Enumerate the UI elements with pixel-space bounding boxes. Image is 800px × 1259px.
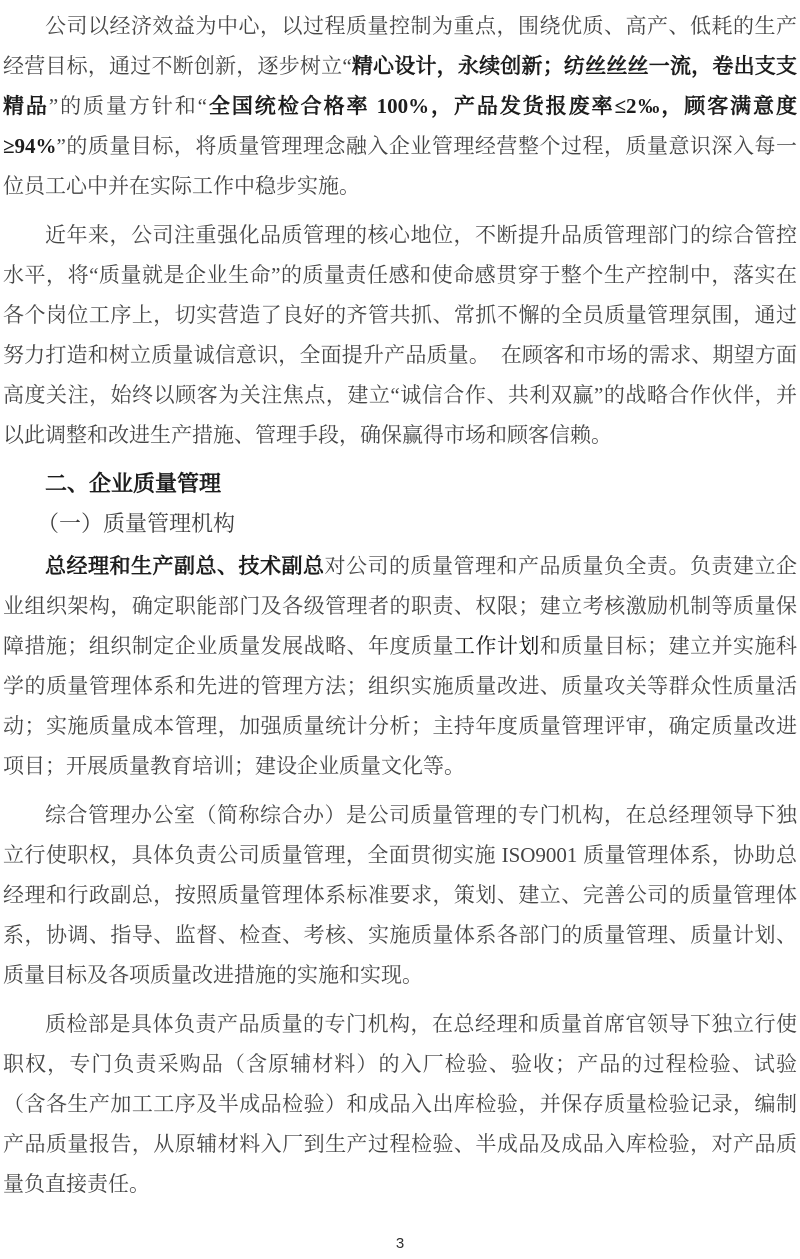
text-run: 二、企业质量管理 bbox=[45, 471, 222, 496]
bold-text-run: 精心设计，永续创新；纺丝丝丝一流，卷出支支精品 bbox=[3, 54, 797, 118]
alt-font-text-run: 工作计划 bbox=[453, 634, 540, 658]
page-number: 3 bbox=[395, 1235, 405, 1252]
subsection-heading bbox=[3, 504, 797, 544]
section-heading bbox=[3, 464, 797, 504]
paragraph bbox=[3, 1004, 797, 1204]
paragraph bbox=[3, 6, 797, 206]
text-run: 质检部是具体负责产品质量的专门机构，在总经理和质量首席官领导下独立行使职权，专门负责采购品（含原辅材料）的入厂检验、验收；产品的过程检验、试验（含各生产加工工序及半成品检验）和成品入出库检验，并保存质量检验记录，编制产品质量报告，从原辅材料入厂到生产过程检验、半成品及成品入库检验，对产品质量负直接责任。 bbox=[3, 1012, 797, 1196]
bold-text-run: 总经理和生产副总、技术副总 bbox=[45, 554, 325, 578]
paragraph bbox=[3, 215, 797, 455]
text-run: 近年来，公司注重强化品质管理的核心地位，不断提升品质管理部门的综合管控水平，将“质量就是企业生命”的质量责任感和使命感贯穿于整个生产控制中，落实在各个岗位工序上，切实营造了良好的齐管共抓、常抓不懈的全员质量管理氛围，通过努力打造和树立质量诚信意识，全面提升产品质量。 在顾客和市场的需求、期望方面高度关注，始终以顾客为关注焦点，建立“诚信合作、共利双赢”的战略合作伙伴，并以此调整和改进生产措施、管理手段，确保赢得市场和顾客信赖。 bbox=[3, 223, 797, 447]
text-run: 对公司的质量管理和产品质量负全责。负责建立企业组织架构，确定职能部门及各级管理者的职责、权限；建立考核激励机制等质量保障措施；组织制定企业质量发展战略、年度质量 bbox=[3, 554, 797, 658]
text-run: ”的质量目标，将质量管理理念融入企业管理经营整个过程，质量意识深入每一位员工心中并在实际工作中稳步实施。 bbox=[3, 134, 797, 198]
text-run: 和质量目标；建立并实施科学的质量管理体系和先进的管理方法；组织实施质量改进、质量攻关等群众性质量活动；实施质量成本管理，加强质量统计分析；主持年度质量管理评审，确定质量改进项目；开展质量教育培训；建设企业质量文化等。 bbox=[3, 634, 798, 778]
text-run: 综合管理办公室（简称综合办）是公司质量管理的专门机构，在总经理领导下独立行使职权，具体负责公司质量管理，全面贯彻实施 ISO9001 质量管理体系，协助总经理和行政副总，按照质量管理体系标准要求，策划、建立、完善公司的质量管理体系，协调、指导、监督、检查、考核、实施质量体系各部门的质量管理、质量计划、质量目标及各项质量改进措施的实施和实现。 bbox=[3, 803, 797, 987]
text-run: 公司以经济效益为中心，以过程质量控制为重点，围绕优质、高产、低耗的生产经营目标，通过不断创新，逐步树立“ bbox=[3, 14, 797, 78]
text-run: （一）质量管理机构 bbox=[37, 511, 236, 536]
bold-text-run: 全国统检合格率 100%，产品发货报废率≤2‰，顾客满意度≥94% bbox=[3, 94, 797, 158]
page-footer bbox=[0, 1235, 800, 1253]
text-run: ”的质量方针和“ bbox=[48, 94, 207, 118]
paragraph bbox=[3, 795, 797, 995]
paragraph bbox=[3, 546, 797, 786]
